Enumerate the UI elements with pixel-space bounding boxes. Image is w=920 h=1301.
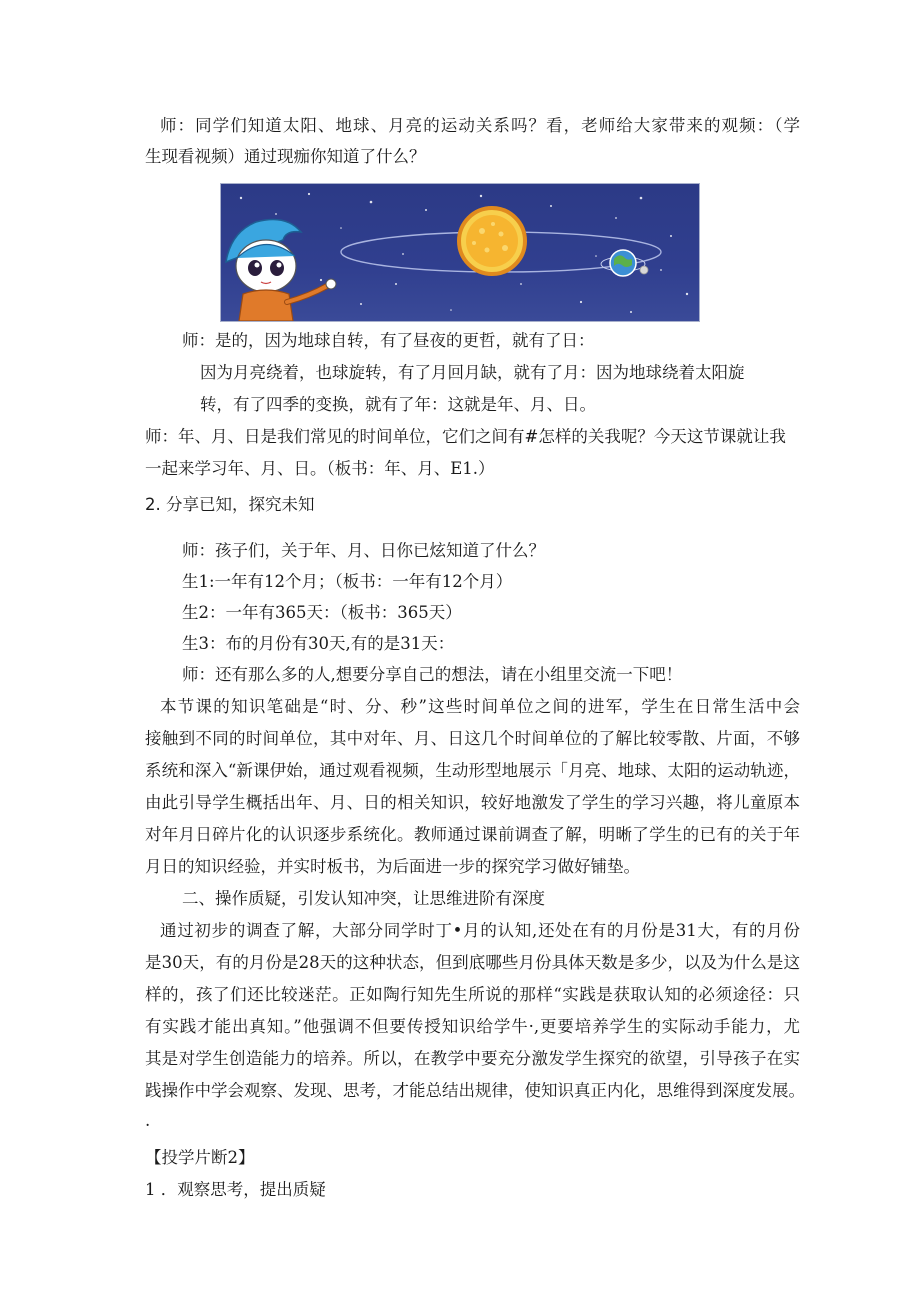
dialogue-line-4: 生3：布的月份有30天,有的是31天： bbox=[182, 634, 455, 653]
reflection-line-4: 由此引导学生概括出年、月、日的相关知识，较好地激发了学生的学习兴趣，将儿童原本 bbox=[145, 793, 800, 812]
dialogue-line-2: 生1:一年有12个月；（板书：一年有12个月） bbox=[182, 572, 513, 591]
section-heading-2: 2. 分享已知，探究未知 bbox=[145, 495, 315, 514]
section-heading-two: 二、操作质疑，引发认知冲突，让思维进阶有深度 bbox=[182, 889, 545, 908]
reflection-line-3: 系统和深入“新课伊始，通过观看视频，生动形型地展示「月亮、地球、太阳的运动轨迹， bbox=[145, 761, 800, 780]
video-still-image bbox=[220, 183, 700, 322]
earth-icon bbox=[610, 250, 636, 276]
paragraph-line-5: 转，有了四季的变换，就有了年：这就是年、月、日。 bbox=[200, 395, 596, 414]
reflection-line-6: 月日的知识经验，并实时板书，为后面进一步的探究学习做好铺垫。 bbox=[145, 857, 640, 876]
dialogue-line-5: 师：还有那么多的人,想要分享自己的想法，请在小组里交流一下吧！ bbox=[182, 665, 683, 684]
moon-icon bbox=[640, 266, 648, 274]
cartoon-character-icon bbox=[226, 220, 336, 321]
paragraph-line-7: 一起来学习年、月、日。（板书：年、月、E1.） bbox=[145, 459, 495, 478]
stray-dot: . bbox=[145, 1111, 151, 1130]
subsection-heading: 1 ．观察思考，提出质疑 bbox=[145, 1180, 326, 1199]
analysis-line-1: 通过初步的调查了解，大部分同学时丁•月的认知,还处在有的月份是31大，有的月份 bbox=[160, 921, 800, 940]
paragraph-line-1: 师：同学们知道太阳、地球、月亮的运动关系吗？看，老师给大家带来的观频：（学 bbox=[160, 116, 800, 135]
dialogue-line-3: 生2：一年有365天：（板书：365天） bbox=[182, 603, 462, 622]
reflection-line-1: 本节课的知识笔础是“时、分、秒”这些时间单位之间的进军，学生在日常生活中会 bbox=[160, 697, 800, 716]
analysis-line-5: 其是对学生创造能力的培养。所以，在教学中要充分激发学生探究的欲望，引导孩子在实 bbox=[145, 1049, 800, 1068]
analysis-line-3: 样的，孩了们还比较迷茫。正如陶行知先生所说的那样“实践是获取认知的必须途径：只 bbox=[145, 985, 800, 1004]
paragraph-line-4: 因为月亮绕着，也球旋转，有了月回月缺，就有了月：因为地球绕着太阳旋 bbox=[200, 363, 745, 382]
sun-icon bbox=[459, 208, 525, 274]
analysis-line-2: 是30天，有的月份是28天的这种状态，但到底哪些月份具体天数是多少，以及为什么是这 bbox=[145, 953, 800, 972]
orbit-illustration bbox=[221, 184, 699, 321]
paragraph-line-2: 生现看视频）通过现痂你知道了什么？ bbox=[145, 147, 426, 166]
paragraph-line-3: 师：是的，因为地球自转，有了昼夜的更哲，就有了日： bbox=[182, 331, 595, 350]
analysis-line-4: 有实践才能出真知。”他强调不但要传授知识给学牛·,更要培养学生的实际动手能力，尤 bbox=[145, 1017, 800, 1036]
segment-heading: 【投学片断2】 bbox=[145, 1148, 255, 1167]
analysis-line-6: 践操作中学会观察、发现、思考，才能总结出规律，使知识真正内化，思维得到深度发展。 bbox=[145, 1081, 805, 1100]
reflection-line-2: 接触到不同的时间单位，其中对年、月、日这几个时间单位的了解比较零散、片面，不够 bbox=[145, 729, 800, 748]
dialogue-line-1: 师：孩子们，关于年、月、日你已炫知道了什么？ bbox=[182, 541, 545, 560]
reflection-line-5: 对年月日碎片化的认识逐步系统化。教师通过课前调查了解，明晰了学生的已有的关于年 bbox=[145, 825, 800, 844]
paragraph-line-6: 师：年、月、日是我们常见的时间单位，它们之间有#怎样的关我呢？今天这节课就让我 bbox=[145, 427, 786, 446]
